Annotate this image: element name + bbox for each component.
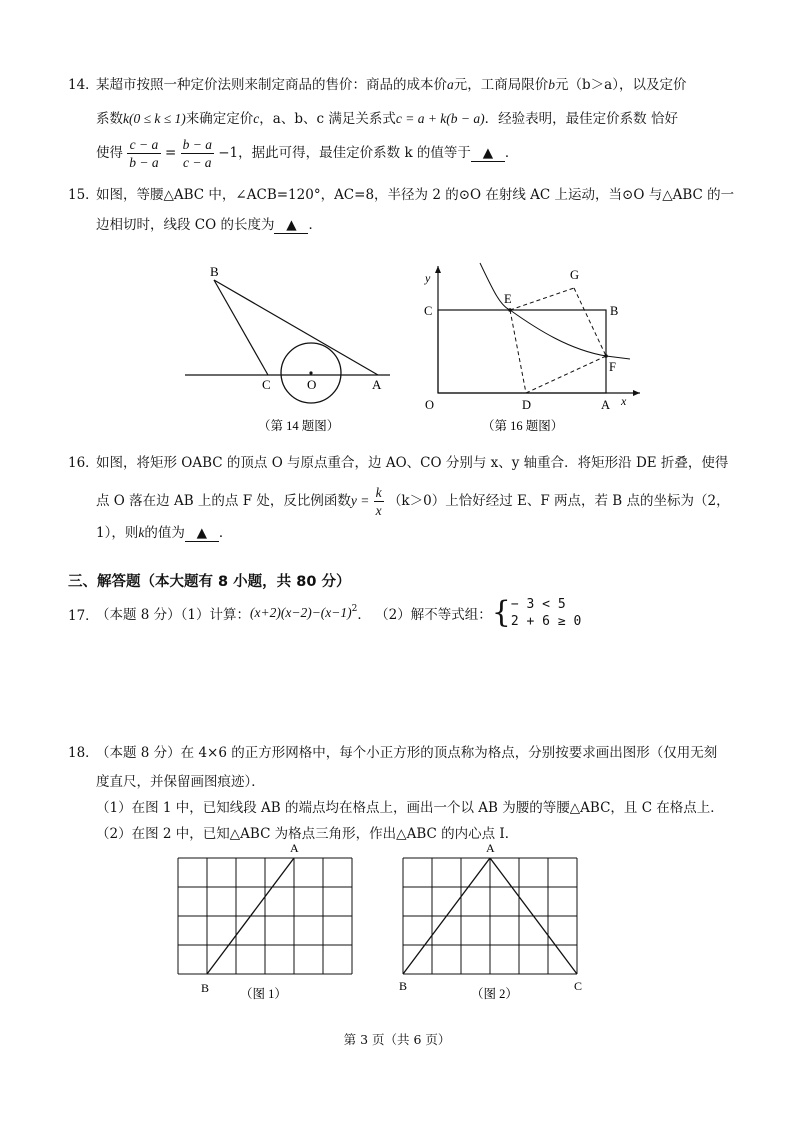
label-a: A bbox=[601, 398, 611, 412]
label-c: C bbox=[574, 979, 583, 993]
fraction-1: $\frac{c - a}{b - a}$ bbox=[129, 137, 159, 170]
section-heading: 三、解答题（本大题有 8 小题，共 80 分） bbox=[68, 574, 351, 590]
caption-grid1: （图 1） bbox=[240, 987, 287, 1001]
label-a: A bbox=[290, 841, 299, 855]
label-c: C bbox=[424, 304, 433, 318]
fraction-k-over-x: $\frac{k}{x}$ bbox=[375, 485, 382, 518]
q14-number: 14． bbox=[68, 77, 99, 93]
q14-line2: 系数k(0 ≤ k ≤ 1)来确定定价c，a、b、c 满足关系式c = a + k(b − a)．经验表明，最佳定价系数 恰好 bbox=[96, 111, 678, 127]
q16-line1: 如图，将矩形 OABC 的顶点 O 与原点重合，边 AO、CO 分别与 x、y 轴重合．将矩形沿 DE 折叠，使得 bbox=[96, 455, 729, 471]
q18-line3: （1）在图 1 中，已知线段 AB 的端点均在格点上，画出一个以 AB 为腰的等腰△ABC，且 C 在格点上． bbox=[96, 800, 724, 816]
grid-figure-2 bbox=[393, 840, 593, 1008]
side-bc bbox=[214, 280, 268, 375]
caption-grid2: （图 2） bbox=[471, 987, 518, 1001]
q16-number: 16． bbox=[68, 455, 99, 471]
rectangle-oabc bbox=[438, 310, 606, 393]
label-b: B bbox=[210, 264, 219, 279]
answer-blank: ▲ bbox=[274, 217, 308, 234]
inequality-system: − 3 < 5 2 + 6 ≥ 0 bbox=[510, 597, 582, 629]
answer-blank: ▲ bbox=[185, 525, 219, 542]
grid-lines bbox=[178, 858, 352, 974]
q17-line: （本题 8 分）（1）计算：$(x+2)(x-2)-(x-1)^2$． （2）解不等式组：{ − 3 < 5 2 + 6 ≥ 0 bbox=[96, 595, 582, 630]
label-o: O bbox=[425, 398, 435, 412]
q17-number: 17． bbox=[68, 608, 99, 624]
q16-line2: 点 O 落在边 AB 上的点 F 处，反比例函数y = $\frac{k}{x}$ （k＞0）上恰好经过 E、F 两点，若 B 点的坐标为（2， bbox=[96, 485, 730, 518]
q18-number: 18． bbox=[68, 745, 99, 761]
label-g: G bbox=[570, 268, 580, 282]
system-brace: { bbox=[491, 595, 511, 630]
segment-df bbox=[526, 356, 606, 393]
segment-gf bbox=[574, 288, 606, 356]
caption-fig16: （第 16 题图） bbox=[482, 419, 564, 433]
caption-fig14: （第 14 题图） bbox=[258, 419, 340, 433]
label-o: O bbox=[307, 377, 317, 392]
q15-line1: 如图，等腰△ABC 中，∠ACB=120°，AC=8，半径为 2 的⊙O 在射线 AC 上运动，当⊙O 与△ABC 的一 bbox=[96, 187, 735, 203]
q14-line3: 使得 $\frac{c - a}{b - a}$ = $\frac{b - a}{c - a}$ −1，据此可得，最佳定价系数 k 的值等于 ▲ ． bbox=[96, 137, 519, 170]
grid-lines bbox=[403, 858, 577, 974]
q18-line2: 度直尺，并保留画图痕迹）． bbox=[96, 774, 265, 790]
label-b: B bbox=[201, 981, 210, 995]
label-c: C bbox=[262, 377, 271, 392]
label-x: x bbox=[621, 394, 627, 408]
q15-number: 15． bbox=[68, 187, 99, 203]
fold-line-de bbox=[510, 310, 526, 393]
label-e: E bbox=[504, 292, 512, 306]
figure-16 bbox=[420, 258, 645, 438]
q14-line1: 某超市按照一种定价法则来制定商品的售价：商品的成本价a元，工商局限价b元（b＞a），以及定价 bbox=[96, 77, 687, 93]
label-f: F bbox=[609, 360, 616, 374]
label-b: B bbox=[610, 304, 619, 318]
label-a: A bbox=[372, 377, 382, 392]
label-b: B bbox=[399, 979, 408, 993]
q16-line3: 1），则k的值为 ▲ ． bbox=[96, 525, 233, 541]
segment-eg bbox=[510, 288, 574, 310]
q18-line4: （2）在图 2 中，已知△ABC 为格点三角形，作出△ABC 的内心点 I． bbox=[96, 826, 519, 842]
grid-figure-1 bbox=[168, 840, 368, 1008]
center-point bbox=[309, 371, 312, 374]
hyperbola-curve bbox=[480, 263, 630, 359]
figure-14 bbox=[180, 262, 395, 437]
q18-line1: （本题 8 分）在 4×6 的正方形网格中，每个小正方形的顶点称为格点，分别按要求画出图形（仅用无刻 bbox=[96, 745, 718, 761]
page-footer: 第 3 页（共 6 页） bbox=[343, 1032, 451, 1047]
label-d: D bbox=[522, 398, 532, 412]
label-y: y bbox=[425, 271, 431, 285]
fraction-2: $\frac{b - a}{c - a}$ bbox=[182, 137, 212, 170]
q15-line2: 边相切时，线段 CO 的长度为 ▲ ． bbox=[96, 217, 322, 233]
answer-blank: ▲ bbox=[471, 145, 505, 162]
side-ba bbox=[214, 280, 378, 375]
label-a: A bbox=[486, 841, 495, 855]
